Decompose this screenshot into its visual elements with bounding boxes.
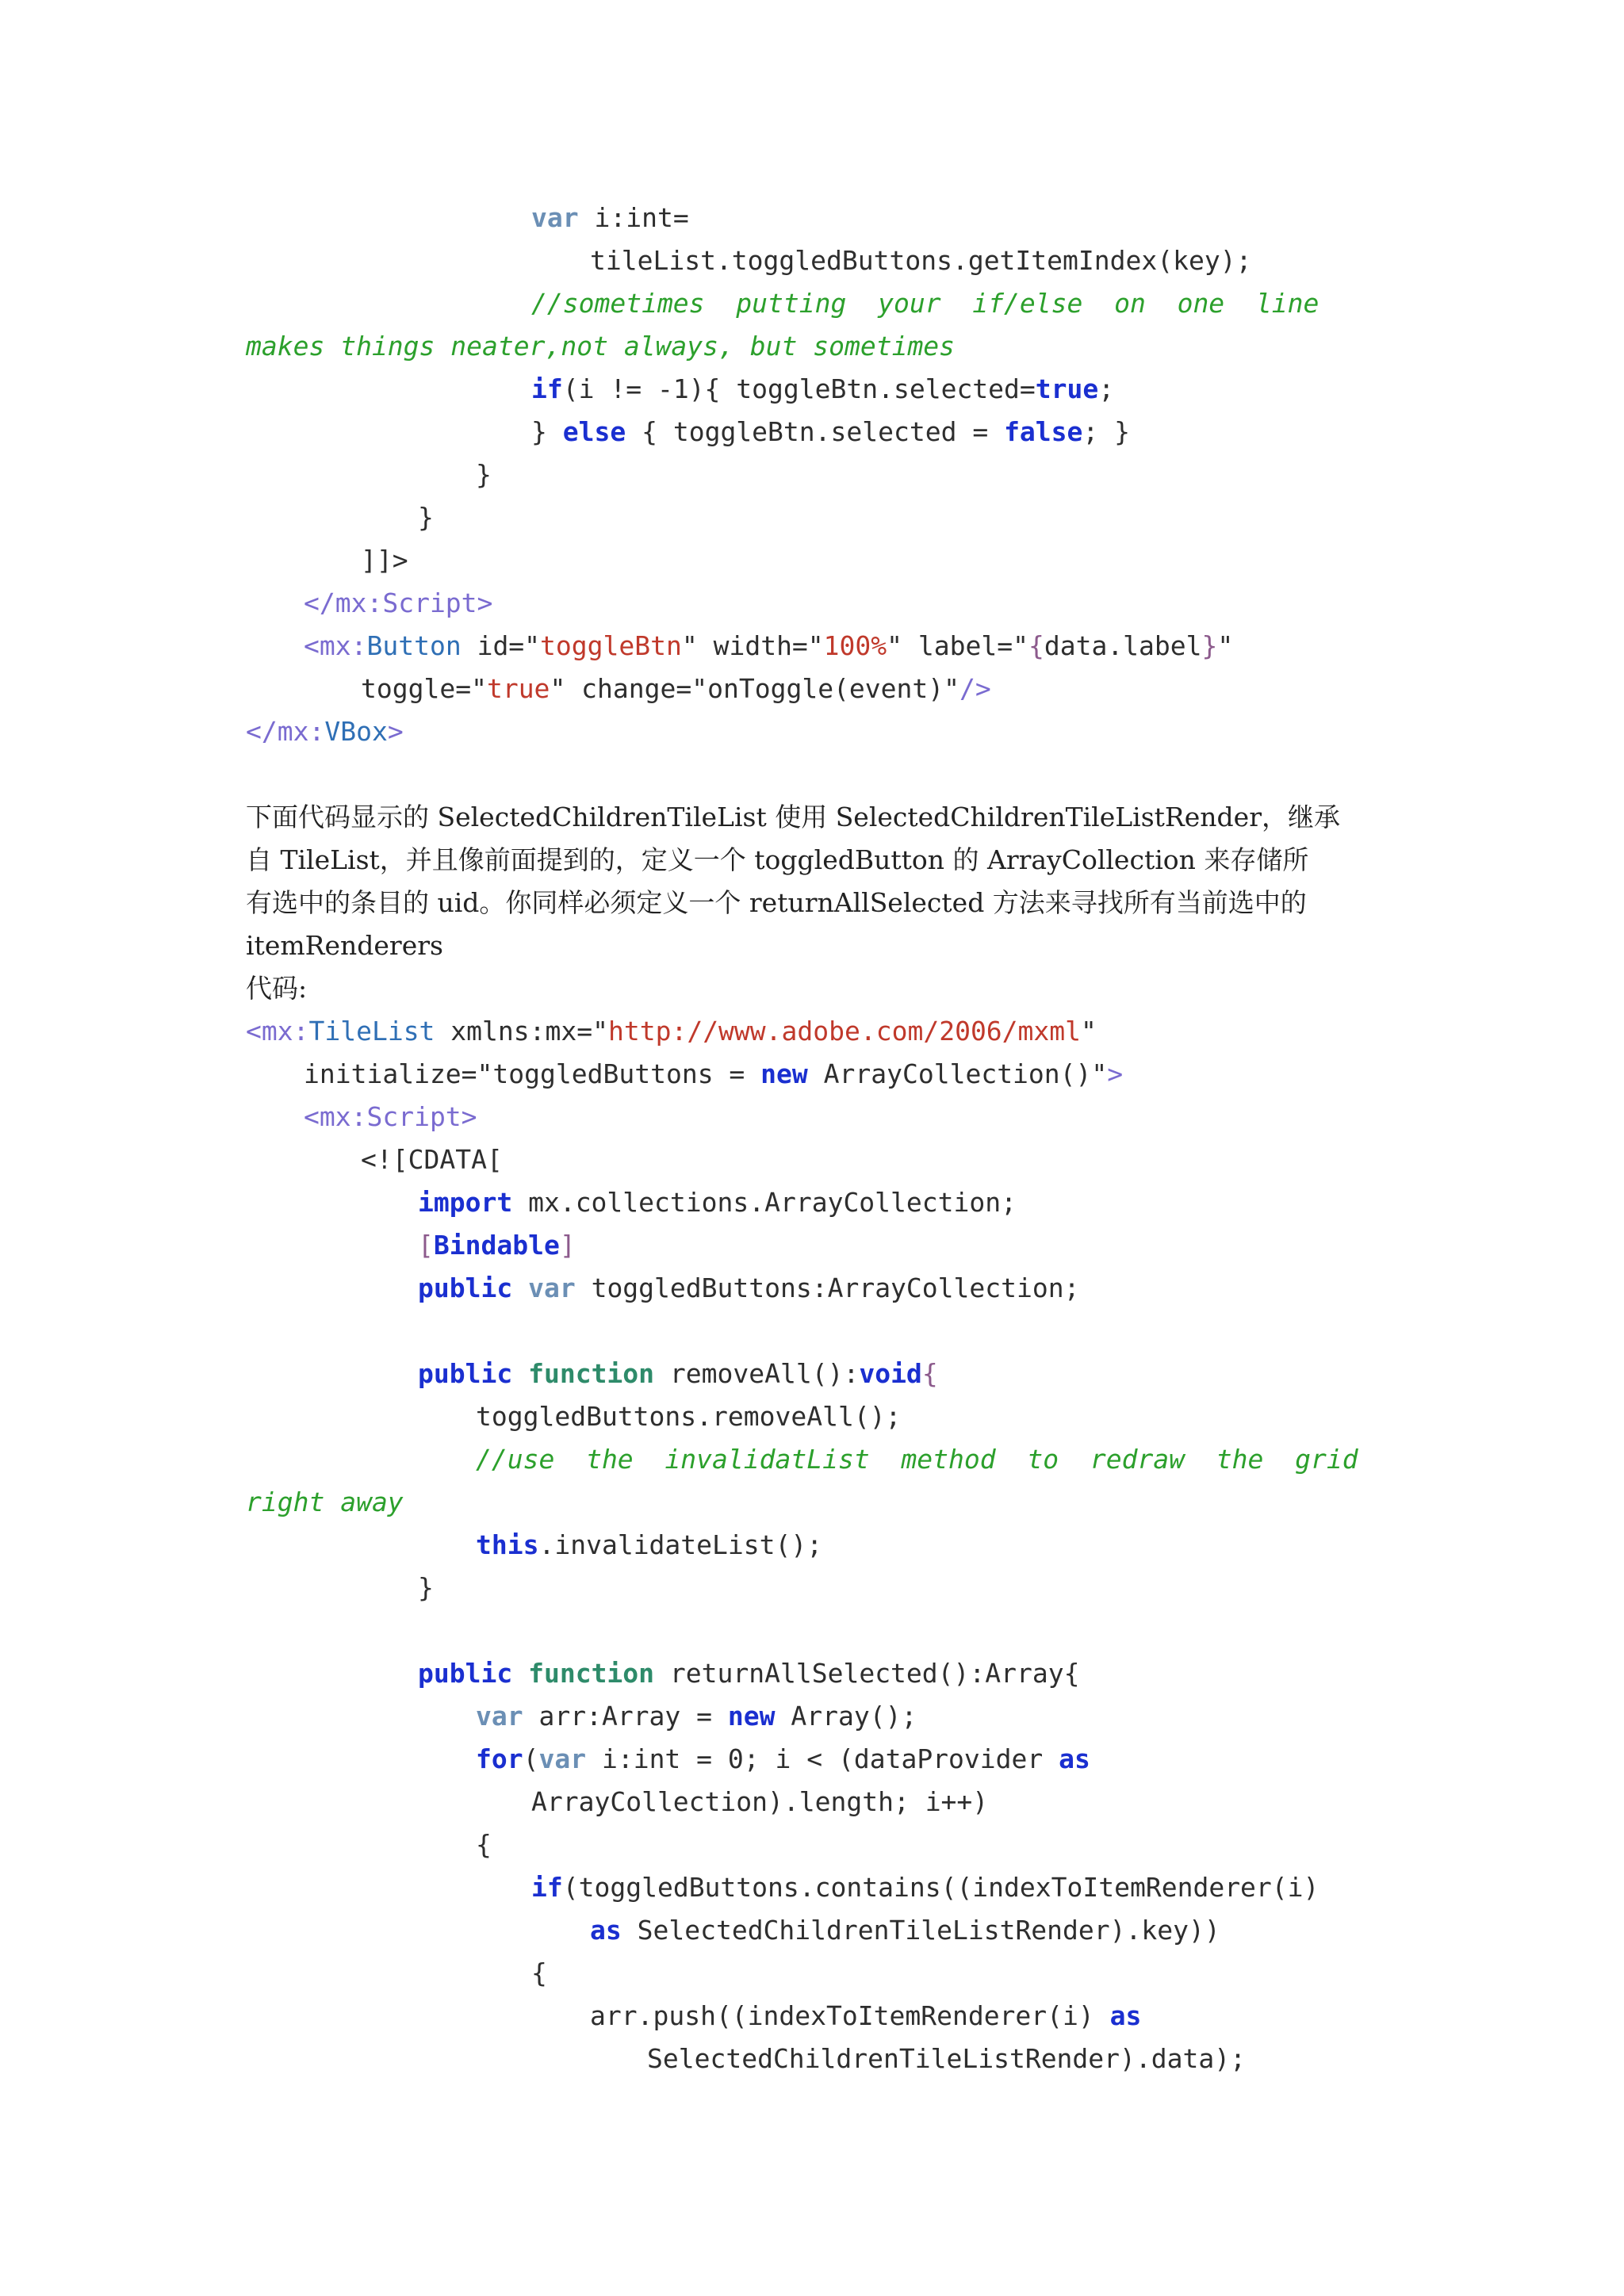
code-line bbox=[531, 1781, 988, 1823]
code-line bbox=[418, 496, 434, 539]
code-token: </mx:Script> bbox=[304, 587, 493, 618]
code-token: " change="onToggle(event)" bbox=[550, 673, 959, 704]
code-line bbox=[476, 1524, 822, 1567]
code-line bbox=[246, 1481, 404, 1524]
code-token: " bbox=[1081, 1016, 1097, 1047]
code-token: Bindable bbox=[433, 1230, 560, 1261]
code-line bbox=[418, 1224, 576, 1267]
code-token bbox=[512, 1272, 528, 1303]
code-line bbox=[476, 453, 492, 496]
code-token: toggle=" bbox=[361, 673, 487, 704]
code-token: { bbox=[1028, 630, 1044, 661]
code-token: void bbox=[859, 1358, 922, 1389]
code-token: ( bbox=[523, 1743, 539, 1774]
code-token: { toggleBtn.selected = bbox=[626, 416, 1005, 447]
code-token: toggledButtons:ArrayCollection; bbox=[575, 1272, 1080, 1303]
code-token: } bbox=[476, 459, 492, 490]
code-token: import bbox=[418, 1187, 513, 1218]
code-token: } bbox=[1201, 630, 1218, 661]
code-token: if bbox=[531, 373, 563, 404]
code-line bbox=[531, 368, 1114, 411]
code-token: returnAllSelected():Array{ bbox=[654, 1658, 1080, 1689]
code-token bbox=[512, 1658, 528, 1689]
code-token: public bbox=[418, 1272, 513, 1303]
code-token: as bbox=[1109, 2000, 1142, 2031]
code-token: } bbox=[531, 416, 563, 447]
code-line bbox=[531, 1952, 547, 1995]
code-token: <mx: bbox=[304, 630, 367, 661]
code-token: initialize="toggledButtons = bbox=[304, 1058, 761, 1089]
code-token: arr.push((indexToItemRenderer(i) bbox=[590, 2000, 1110, 2031]
code-line bbox=[418, 1567, 434, 1609]
code-token: [ bbox=[418, 1230, 434, 1261]
code-line bbox=[531, 411, 1130, 453]
code-token: new bbox=[760, 1058, 808, 1089]
code-token: var bbox=[538, 1743, 587, 1774]
code-token: public bbox=[418, 1658, 513, 1689]
code-token: { bbox=[476, 1829, 492, 1860]
code-token: true bbox=[1035, 373, 1099, 404]
code-token: data.label bbox=[1044, 630, 1202, 661]
code-line bbox=[304, 1053, 1123, 1096]
code-token bbox=[512, 1358, 528, 1389]
code-line bbox=[246, 325, 955, 368]
code-line bbox=[418, 1267, 1079, 1310]
code-token: makes things neater,not always, but sometimes bbox=[246, 331, 956, 362]
prose-line: 代码: bbox=[246, 973, 308, 1004]
code-token: SelectedChildrenTileListRender).key)) bbox=[621, 1915, 1220, 1946]
code-line bbox=[304, 582, 492, 625]
code-token: if bbox=[531, 1872, 563, 1903]
code-line bbox=[418, 1181, 1017, 1224]
code-token: as bbox=[590, 1915, 622, 1946]
code-line bbox=[476, 1823, 492, 1866]
code-line bbox=[304, 625, 1233, 668]
code-line bbox=[476, 1738, 1090, 1781]
code-token: for bbox=[476, 1743, 523, 1774]
code-token: " bbox=[1217, 630, 1234, 661]
code-line bbox=[246, 1010, 1097, 1053]
code-line bbox=[590, 1909, 1220, 1952]
code-token: toggledButtons.removeAll(); bbox=[476, 1401, 902, 1432]
code-token: this bbox=[476, 1529, 539, 1560]
code-token: i:int= bbox=[578, 202, 689, 233]
code-line bbox=[476, 1395, 901, 1438]
code-token: " label=" bbox=[887, 630, 1028, 661]
code-token: id=" bbox=[461, 630, 541, 661]
prose-line: 自 TileList，并且像前面提到的，定义一个 toggledButton 的 ArrayCollection 来存储所 bbox=[246, 844, 1309, 875]
code-token: ] bbox=[559, 1230, 576, 1261]
code-token: http://www.adobe.com/2006/mxml bbox=[607, 1016, 1082, 1047]
code-token: SelectedChildrenTileListRender).data); bbox=[647, 2043, 1246, 2074]
code-token: mx.collections.ArrayCollection; bbox=[512, 1187, 1017, 1218]
code-token: ; bbox=[1098, 373, 1115, 404]
code-line bbox=[590, 1995, 1141, 2038]
code-line bbox=[361, 539, 408, 582]
code-token: true bbox=[486, 673, 550, 704]
code-token: <mx: bbox=[246, 1016, 309, 1047]
code-token: right away bbox=[246, 1487, 404, 1517]
code-token: TileList bbox=[308, 1016, 435, 1047]
code-token: //use the invalidatList method to redraw the grid bbox=[476, 1444, 1358, 1475]
code-token: (i != -1){ toggleBtn.selected= bbox=[562, 373, 1036, 404]
code-token: function bbox=[528, 1658, 655, 1689]
code-token: arr:Array = bbox=[523, 1701, 728, 1732]
code-token: ArrayCollection).length; i++) bbox=[531, 1786, 989, 1817]
code-token: </mx: bbox=[246, 716, 325, 747]
code-token: public bbox=[418, 1358, 513, 1389]
code-line bbox=[418, 1652, 1079, 1695]
code-token: { bbox=[921, 1358, 938, 1389]
code-token: else bbox=[562, 416, 626, 447]
code-line bbox=[418, 1353, 938, 1395]
code-token: as bbox=[1059, 1743, 1090, 1774]
code-token: new bbox=[727, 1701, 776, 1732]
code-line bbox=[246, 710, 404, 753]
code-token: removeAll(): bbox=[654, 1358, 860, 1389]
code-line bbox=[361, 668, 991, 710]
code-line bbox=[590, 239, 1251, 282]
code-token: ]]> bbox=[361, 545, 408, 576]
code-token: ; } bbox=[1082, 416, 1131, 447]
code-token: Array(); bbox=[775, 1701, 917, 1732]
code-token: function bbox=[528, 1358, 655, 1389]
code-token: 100% bbox=[823, 630, 887, 661]
code-token: var bbox=[528, 1272, 576, 1303]
code-token: i:int = 0; i < (dataProvider bbox=[586, 1743, 1059, 1774]
prose-line: itemRenderers bbox=[246, 930, 443, 961]
code-token: <![CDATA[ bbox=[361, 1144, 503, 1175]
code-line bbox=[531, 197, 689, 239]
code-token: (toggledButtons.contains((indexToItemRenderer(i) bbox=[562, 1872, 1320, 1903]
code-token: false bbox=[1004, 416, 1083, 447]
prose-line: 下面代码显示的 SelectedChildrenTileList 使用 SelectedChildrenTileListRender，继承 bbox=[246, 802, 1340, 832]
code-line bbox=[476, 1438, 1358, 1481]
code-token: { bbox=[531, 1957, 547, 1988]
code-line bbox=[647, 2038, 1246, 2080]
code-token: toggleBtn bbox=[540, 630, 682, 661]
code-token: } bbox=[418, 502, 434, 533]
code-token: .invalidateList(); bbox=[538, 1529, 823, 1560]
code-token: " width=" bbox=[681, 630, 824, 661]
code-token: VBox bbox=[324, 716, 388, 747]
code-token: /> bbox=[959, 673, 991, 704]
code-token: var bbox=[531, 202, 579, 233]
code-token: <mx:Script> bbox=[304, 1101, 477, 1132]
code-token: //sometimes putting your if/else on one line bbox=[531, 288, 1320, 319]
prose-line: 有选中的条目的 uid。你同样必须定义一个 returnAllSelected 方法来寻找所有当前选中的 bbox=[246, 887, 1307, 918]
code-token: > bbox=[387, 716, 404, 747]
code-line bbox=[531, 1866, 1319, 1909]
code-token: xmlns:mx=" bbox=[435, 1016, 608, 1047]
code-token: ArrayCollection()" bbox=[807, 1058, 1108, 1089]
code-line bbox=[476, 1695, 917, 1738]
code-token: > bbox=[1107, 1058, 1124, 1089]
code-token: var bbox=[476, 1701, 523, 1732]
code-line bbox=[531, 282, 1319, 325]
code-line bbox=[304, 1096, 477, 1138]
code-token: tileList.toggledButtons.getItemIndex(key); bbox=[590, 245, 1252, 276]
code-token: } bbox=[418, 1572, 434, 1603]
code-line bbox=[361, 1138, 503, 1181]
code-token: Button bbox=[366, 630, 462, 661]
